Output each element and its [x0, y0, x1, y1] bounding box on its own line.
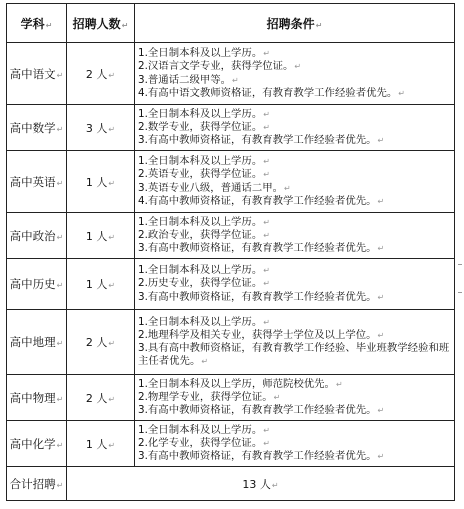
- condition-line: 3.有高中教师资格证，有教育教学工作经验者优先。↵: [138, 134, 385, 147]
- condition-line: 3.具有高中教师资格证，有教育教学工作经验、毕业班教学经验和班主任者优先。↵: [138, 342, 450, 368]
- conditions-cell: [135, 375, 455, 421]
- subject-cell: 高中地理↵: [7, 310, 67, 375]
- condition-line: 2.物理学专业，获得学位证。↵: [138, 390, 281, 403]
- subject-cell: 高中历史↵: [7, 259, 67, 310]
- condition-line: 3.有高中教师资格证，有教育教学工作经验者优先。↵: [138, 290, 385, 303]
- condition-line: 2.英语专业，获得学位证。↵: [138, 168, 270, 181]
- table-row: [7, 375, 455, 421]
- count-cell: 2 人↵: [67, 43, 135, 105]
- table-row: [7, 213, 455, 259]
- condition-line: 1.全日制本科及以上学历。↵: [138, 47, 270, 60]
- condition-line: 3.有高中教师资格证，有教育教学工作经验者优先。↵: [138, 404, 385, 417]
- table-row: [7, 43, 455, 105]
- condition-line: 2.数学专业，获得学位证。↵: [138, 120, 270, 133]
- count-cell: 1 人↵: [67, 421, 135, 467]
- condition-line: 1.全日制本科及以上学历。↵: [138, 107, 270, 120]
- condition-line: 2.历史专业，获得学位证。↵: [138, 277, 270, 290]
- condition-line: 1.全日制本科及以上学历。↵: [138, 264, 270, 277]
- condition-line: 2.地理科学及相关专业，获得学士学位及以上学位。↵: [138, 328, 385, 341]
- total-label: 合计招聘↵: [7, 467, 67, 501]
- table-header-row: [7, 4, 455, 43]
- table-row: [7, 310, 455, 375]
- count-cell: 2 人↵: [67, 375, 135, 421]
- conditions-cell: [135, 259, 455, 310]
- condition-line: 2.政治专业，获得学位证。↵: [138, 228, 270, 241]
- total-count: 13 人↵: [67, 467, 455, 501]
- condition-line: 1.全日制本科及以上学历。↵: [138, 315, 270, 328]
- count-cell: 2 人↵: [67, 310, 135, 375]
- table-body: [7, 43, 455, 467]
- conditions-cell: [135, 105, 455, 151]
- margin-tick: [458, 264, 462, 265]
- conditions-cell: [135, 43, 455, 105]
- header-conditions: 招聘条件↵: [135, 4, 455, 43]
- condition-line: 2.汉语言文学专业，获得学位证。↵: [138, 60, 302, 73]
- table-row: [7, 421, 455, 467]
- conditions-cell: [135, 151, 455, 213]
- table-row: [7, 151, 455, 213]
- count-cell: 1 人↵: [67, 213, 135, 259]
- subject-cell: 高中物理↵: [7, 375, 67, 421]
- recruitment-table: [6, 3, 455, 501]
- condition-line: 3.有高中教师资格证，有教育教学工作经验者优先。↵: [138, 450, 385, 463]
- header-subject: 学科↵: [7, 4, 67, 43]
- condition-line: 1.全日制本科及以上学历。↵: [138, 215, 270, 228]
- count-cell: 1 人↵: [67, 259, 135, 310]
- conditions-cell: [135, 421, 455, 467]
- conditions-cell: [135, 310, 455, 375]
- table-row: [7, 105, 455, 151]
- subject-cell: 高中英语↵: [7, 151, 67, 213]
- count-cell: 1 人↵: [67, 151, 135, 213]
- margin-tick: [458, 292, 462, 293]
- condition-line: 4.有高中教师资格证，有教育教学工作经验者优先。↵: [138, 194, 385, 207]
- total-row: [7, 467, 455, 501]
- condition-line: 2.化学专业，获得学位证。↵: [138, 436, 270, 449]
- condition-line: 3.普通话二级甲等。↵: [138, 73, 239, 86]
- subject-cell: 高中语文↵: [7, 43, 67, 105]
- subject-cell: 高中数学↵: [7, 105, 67, 151]
- table-row: [7, 259, 455, 310]
- subject-cell: 高中化学↵: [7, 421, 67, 467]
- condition-line: 1.全日制本科及以上学历。↵: [138, 423, 270, 436]
- condition-line: 3.有高中教师资格证，有教育教学工作经验者优先。↵: [138, 242, 385, 255]
- condition-line: 4.有高中语文教师资格证，有教育教学工作经验者优先。↵: [138, 86, 405, 99]
- condition-line: 1.全日制本科及以上学历，师范院校优先。↵: [138, 377, 343, 390]
- condition-line: 1.全日制本科及以上学历。↵: [138, 155, 270, 168]
- subject-cell: 高中政治↵: [7, 213, 67, 259]
- conditions-cell: [135, 213, 455, 259]
- header-count: 招聘人数↵: [67, 4, 135, 43]
- count-cell: 3 人↵: [67, 105, 135, 151]
- condition-line: 3.英语专业八级，普通话二甲。↵: [138, 181, 291, 194]
